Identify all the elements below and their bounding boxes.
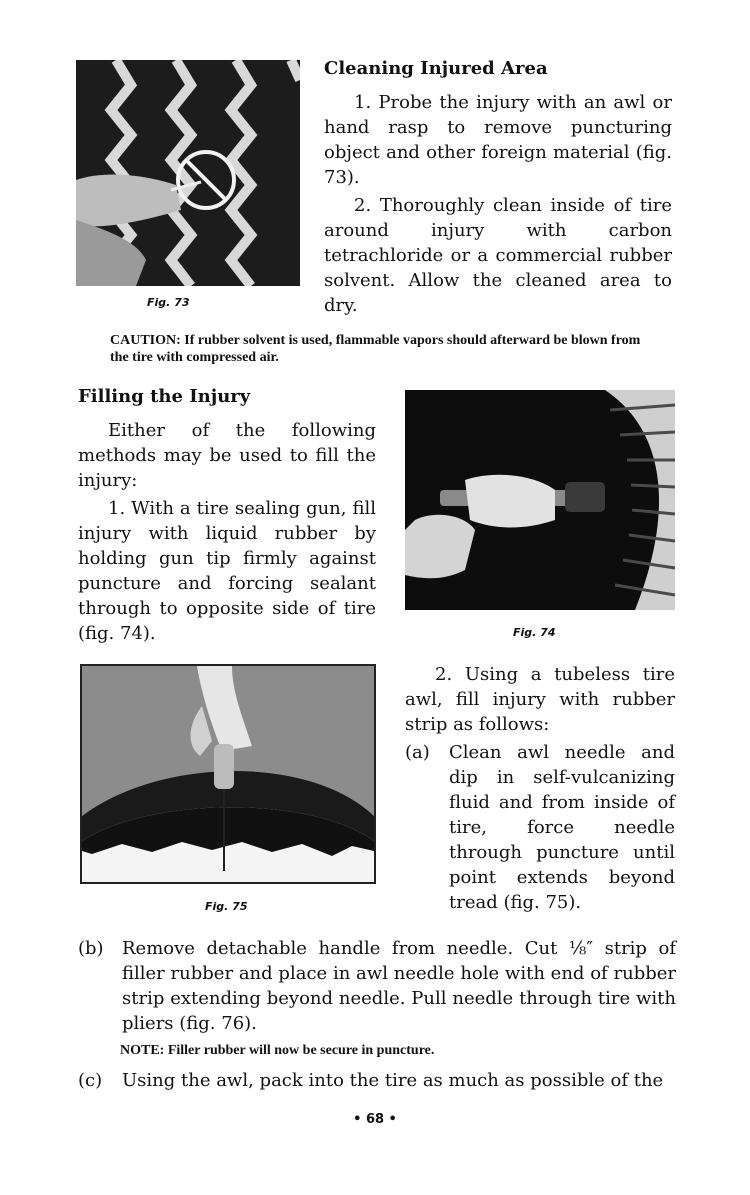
step-c-marker: (c) [78, 1070, 103, 1091]
fig75-photo [80, 664, 376, 884]
fig75-illustration [82, 666, 374, 882]
page-number: • 68 • [353, 1112, 397, 1127]
fig74-illustration [405, 390, 675, 610]
fig74-photo [405, 390, 675, 610]
fig73-photo [76, 60, 300, 286]
filling-intro: Either of the following methods may be used to fill the injury: [78, 420, 376, 491]
step-a-marker: (a) [405, 742, 430, 763]
filling-method-2: 2. Using a tubeless tire awl, fill injury with rubber strip as follows: [405, 664, 675, 735]
filling-method-1: 1. With a tire sealing gun, fill injury with liquid rubber by holding gun tip firmly against puncture and forcing sealant through to opposite side of tire (fig. 74). [78, 498, 376, 644]
cleaning-step-1: 1. Probe the injury with an awl or hand rasp to remove puncturing object and other foreign material (fig. 73). [324, 92, 672, 188]
fig74-caption: Fig. 74 [513, 626, 556, 639]
cleaning-step-2: 2. Thoroughly clean inside of tire around injury with carbon tetrachloride or a commercial rubber solvent. Allow the cleaned area to dry. [324, 195, 672, 316]
fig73-caption: Fig. 73 [147, 296, 190, 309]
section-heading-filling: Filling the Injury [78, 386, 251, 407]
fig73-illustration [76, 60, 300, 286]
step-b-marker: (b) [78, 938, 104, 959]
filling-text-left [78, 418, 376, 649]
step-c [78, 1068, 676, 1093]
step-a-text: Clean awl needle and dip in self-vulcanizing fluid and from inside of tire, force needle through puncture until point extends beyond tread (fig. 75). [449, 742, 675, 913]
step-a [405, 740, 675, 915]
caution-notice: CAUTION: If rubber solvent is used, flammable vapors should afterward be blown from the tire with compressed air. [110, 333, 641, 365]
fig75-caption: Fig. 75 [205, 900, 248, 913]
section-heading-cleaning: Cleaning Injured Area [324, 58, 548, 79]
step-b-text: Remove detachable handle from needle. Cut ⅛″ strip of filler rubber and place in awl needle hole with end of rubber strip extending beyond needle. Pull needle through tire with pliers (fig. 76). [122, 938, 676, 1034]
cleaning-text [324, 90, 672, 321]
step-c-text: Using the awl, pack into the tire as much as possible of the [122, 1070, 664, 1091]
step-b [78, 936, 676, 1036]
filling-text-right [405, 662, 675, 915]
note-notice: NOTE: Filler rubber will now be secure in puncture. [120, 1043, 435, 1058]
